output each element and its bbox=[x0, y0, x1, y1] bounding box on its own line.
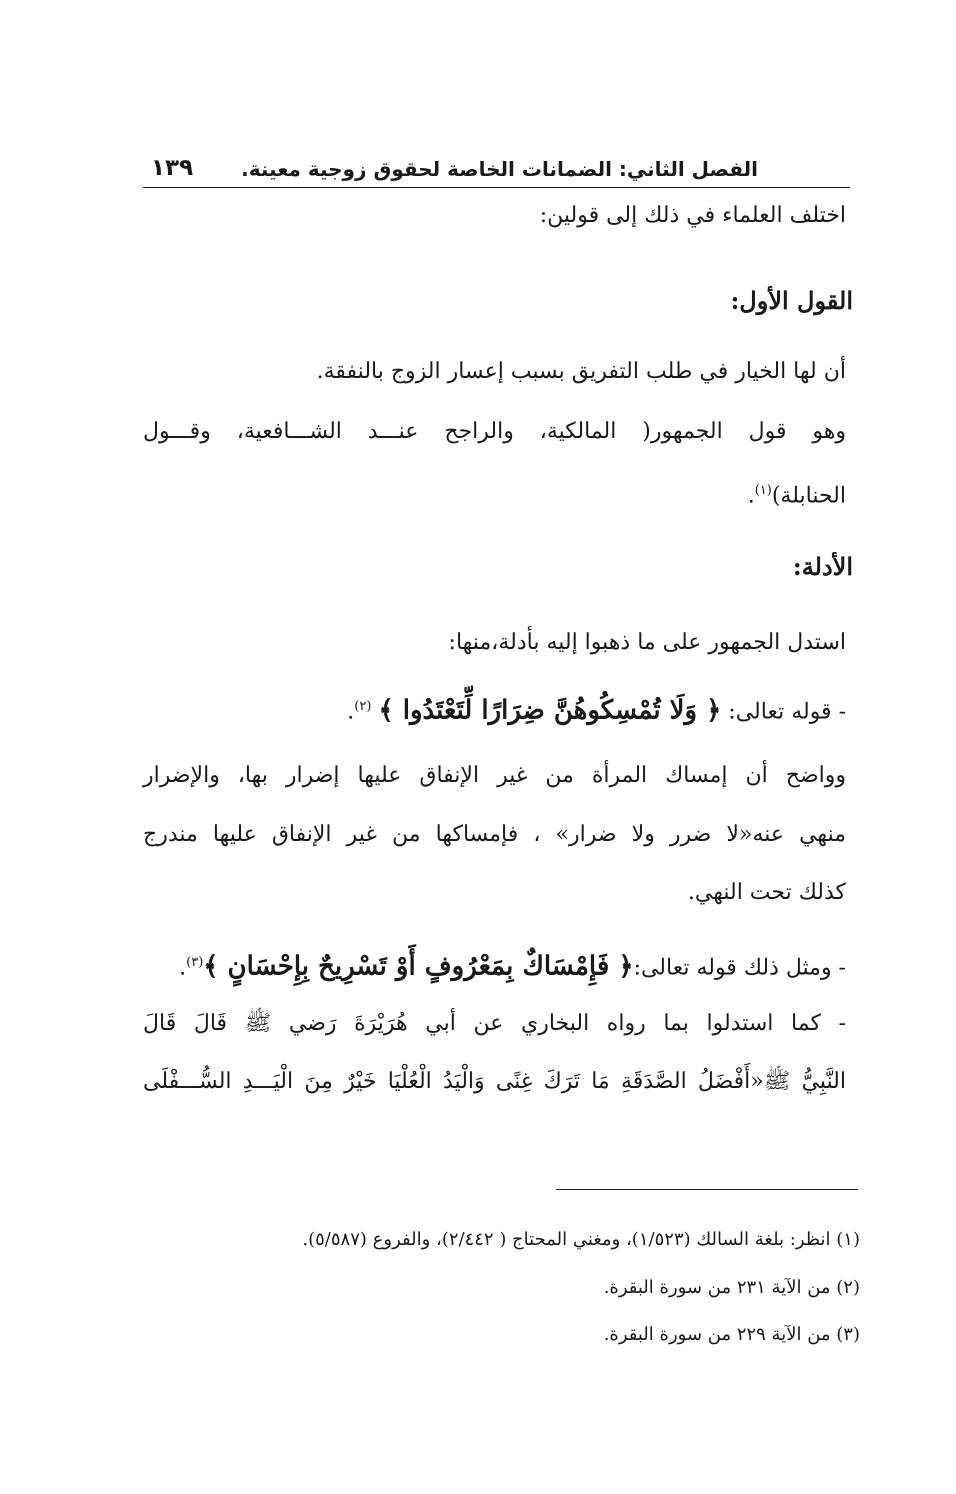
paragraph-3-line-1: وواضح أن إمساك المرأة من غير الإنفاق عليها إضرار بها، والإضرار bbox=[143, 763, 846, 788]
paragraph-2-line-2 bbox=[748, 474, 846, 513]
running-header bbox=[143, 155, 850, 189]
hadith-line-2: النَّبِيُّ ﷺ«أَفْضَلُ الصَّدَقَةِ مَا تَرَكَ غِنًى وَالْيَدُ الْعُلْيَا خَيْرٌ مِنَ الْيَـــدِ السُّـــفْلَى bbox=[143, 1069, 846, 1094]
paragraph-3-line-3: كذلك تحت النهي. bbox=[687, 880, 846, 905]
heading-first-opinion: القول الأول: bbox=[730, 286, 853, 315]
footnote-1: (١) انظر: بلغة السالك (١/٥٢٣)، ومغني المحتاج ( ٢/٤٤٢)، والفروع (٥/٥٨٧). bbox=[302, 1229, 860, 1250]
paragraph-3-line-2: منهي عنه«لا ضرر ولا ضرار» ، فإمساكها من غير الإنفاق عليها مندرج bbox=[143, 822, 846, 847]
header-rule bbox=[143, 187, 850, 188]
ayah-1-text: ﴿ وَلَا تُمْسِكُوهُنَّ ضِرَارًا لِّتَعْتَدُوا ﴾ bbox=[378, 695, 722, 726]
ayah-1-end: . bbox=[347, 699, 355, 725]
ayah-1-lead: - قوله تعالى: bbox=[721, 699, 846, 725]
footnote-ref-2[interactable]: (٢) bbox=[354, 699, 372, 714]
footnote-3: (٣) من الآية ٢٢٩ من سورة البقرة. bbox=[603, 1324, 860, 1345]
intro-line: اختلف العلماء في ذلك إلى قولين: bbox=[539, 203, 846, 228]
ayah-2-end: . bbox=[179, 955, 187, 981]
hadith-line-1: - كما استدلوا بما رواه البخاري عن أبي هُرَيْرَةَ رَضي ﷺ قَالَ قَالَ bbox=[143, 1011, 846, 1036]
paragraph-2-text: الحنابلة) bbox=[771, 483, 846, 509]
ayah-2-lead: - ومثل ذلك قوله تعالى: bbox=[633, 955, 846, 981]
paragraph-2-end: . bbox=[747, 483, 755, 509]
ayah-1-line bbox=[347, 690, 846, 729]
ayah-2-line bbox=[179, 946, 846, 985]
footnote-ref-3[interactable]: (٣) bbox=[186, 955, 204, 970]
ayah-2-text: ﴿ فَإِمْسَاكٌ بِمَعْرُوفٍ أَوْ تَسْرِيحٌ بِإِحْسَانٍ ﴾ bbox=[203, 951, 634, 982]
page-number: ١٣٩ bbox=[151, 155, 194, 181]
chapter-title: الفصل الثاني: الضمانات الخاصة لحقوق زوجية معينة. bbox=[241, 157, 758, 181]
evidence-intro: استدل الجمهور على ما ذهبوا إليه بأدلة،منها: bbox=[448, 630, 846, 655]
footnote-2: (٢) من الآية ٢٣١ من سورة البقرة. bbox=[603, 1277, 860, 1298]
paragraph-1: أن لها الخيار في طلب التفريق بسبب إعسار الزوج بالنفقة. bbox=[316, 359, 846, 384]
heading-evidence: الأدلة: bbox=[792, 552, 853, 581]
paragraph-2-line-1: وهو قول الجمهور( المالكية، والراجح عنـــد الشـــافعية، وقـــول bbox=[143, 419, 846, 444]
footnote-ref-1[interactable]: (١) bbox=[754, 483, 772, 498]
footnote-rule bbox=[556, 1189, 858, 1190]
